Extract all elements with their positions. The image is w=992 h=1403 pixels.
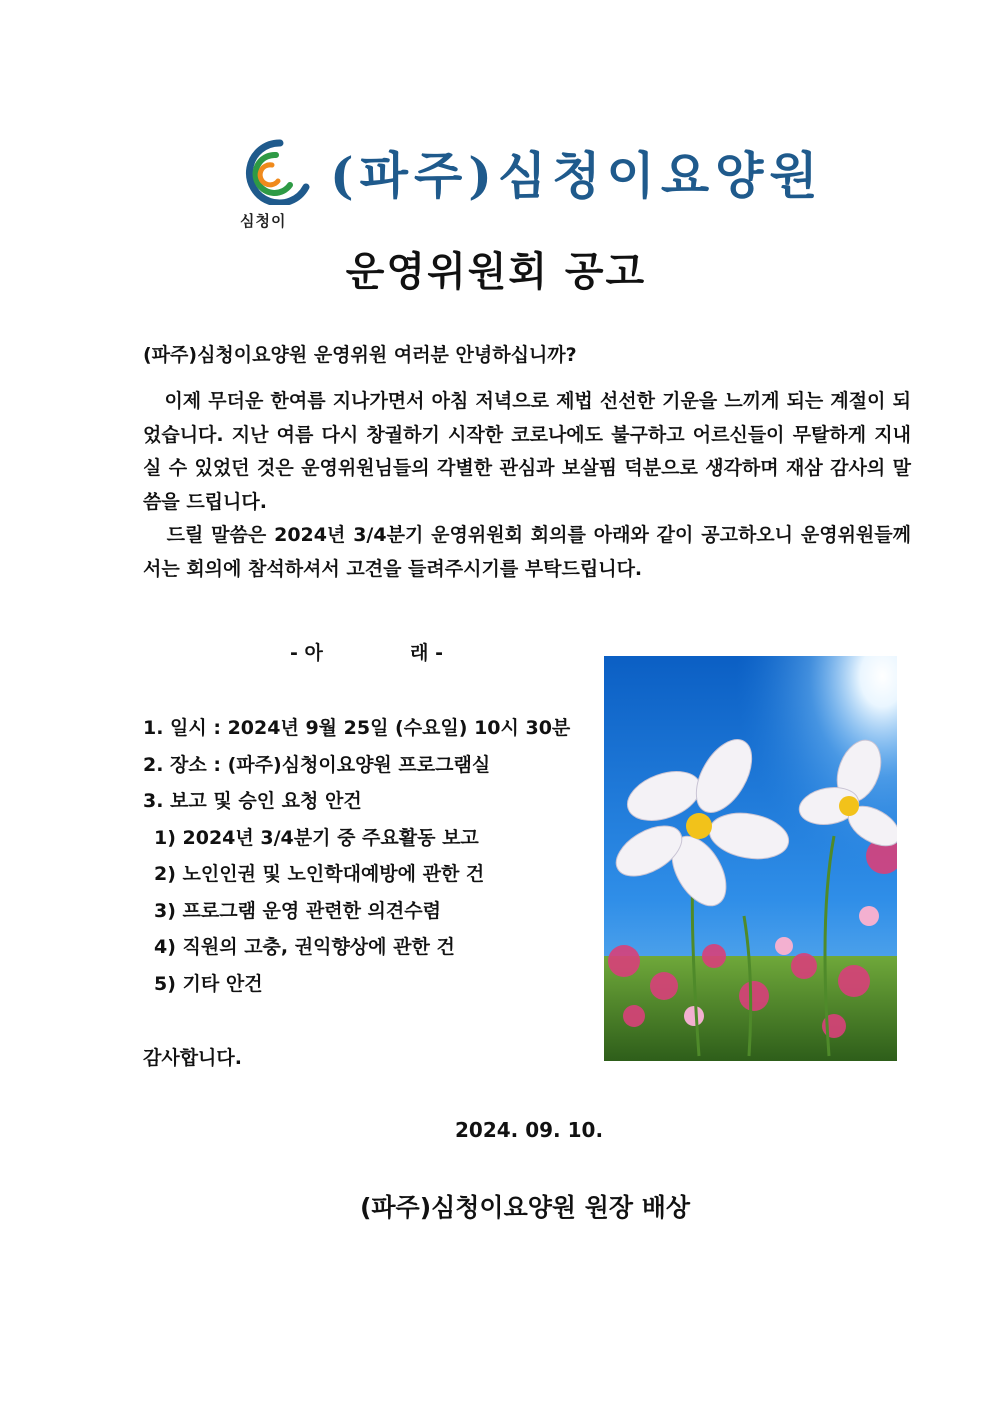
- sub-item-4: 4) 직원의 고충, 권익향상에 관한 건: [154, 936, 455, 958]
- sub-item-3: 3) 프로그램 운영 관련한 의견수렴: [154, 899, 441, 922]
- sub-item-5: 5) 기타 안건: [154, 972, 263, 995]
- body-paragraphs: [143, 385, 911, 586]
- date: 2024. 09. 10.: [455, 1118, 604, 1142]
- greeting: (파주)심청이요양원 운영위원 여러분 안녕하십니까?: [143, 344, 577, 366]
- agenda-item-place: 2. 장소 : (파주)심청이요양원 프로그램실: [143, 753, 491, 776]
- sub-item-1: 1) 2024년 3/4분기 중 주요활동 보고: [154, 826, 479, 849]
- document-title: 운영위원회 공고: [345, 249, 647, 295]
- closing-text: 감사합니다.: [143, 1047, 242, 1069]
- note-heading-left: - 아: [290, 642, 323, 664]
- note-heading-right: 래 -: [410, 642, 443, 664]
- note-heading: [290, 638, 443, 665]
- agenda-list: [143, 710, 570, 1002]
- agenda-item-topics: 3. 보고 및 승인 요청 안건: [143, 790, 362, 812]
- signature: (파주)심청이요양원 원장 배상: [359, 1193, 691, 1222]
- paragraph-2: [143, 519, 911, 586]
- paragraph-1-text: 이제 무더운 한여름 지나가면서 아침 저녁으로 제법 선선한 기운을 느끼게 되는 계절이 되었습니다. 지난 여름 다시 창궐하기 시작한 코로나에도 불구하고 어르신들이 무탈하게 지내실 수 있었던 것은 운영위원님들의 각별한 관심과 보살핌 덕분으로 생각하며 재삼 감사의 말씀을 드립니다.: [143, 390, 911, 513]
- logo-caption: 심청이: [240, 212, 287, 230]
- cosmos-flowers-photo: [604, 656, 897, 1061]
- paragraph-2-text: 드릴 말씀은 2024년 3/4분기 운영위원회 회의를 아래와 같이 공고하오니 운영위원들께서는 회의에 참석하셔서 고견을 들려주시기를 부탁드립니다.: [143, 524, 911, 580]
- swirl-logo-icon: [228, 135, 310, 205]
- paragraph-1: [143, 385, 911, 519]
- sub-item-2: 2) 노인인권 및 노인학대예방에 관한 건: [154, 863, 485, 885]
- agenda-item-datetime: 1. 일시 : 2024년 9월 25일 (수요일) 10시 30분: [143, 717, 571, 739]
- org-name: (파주)심청이요양원: [330, 146, 824, 205]
